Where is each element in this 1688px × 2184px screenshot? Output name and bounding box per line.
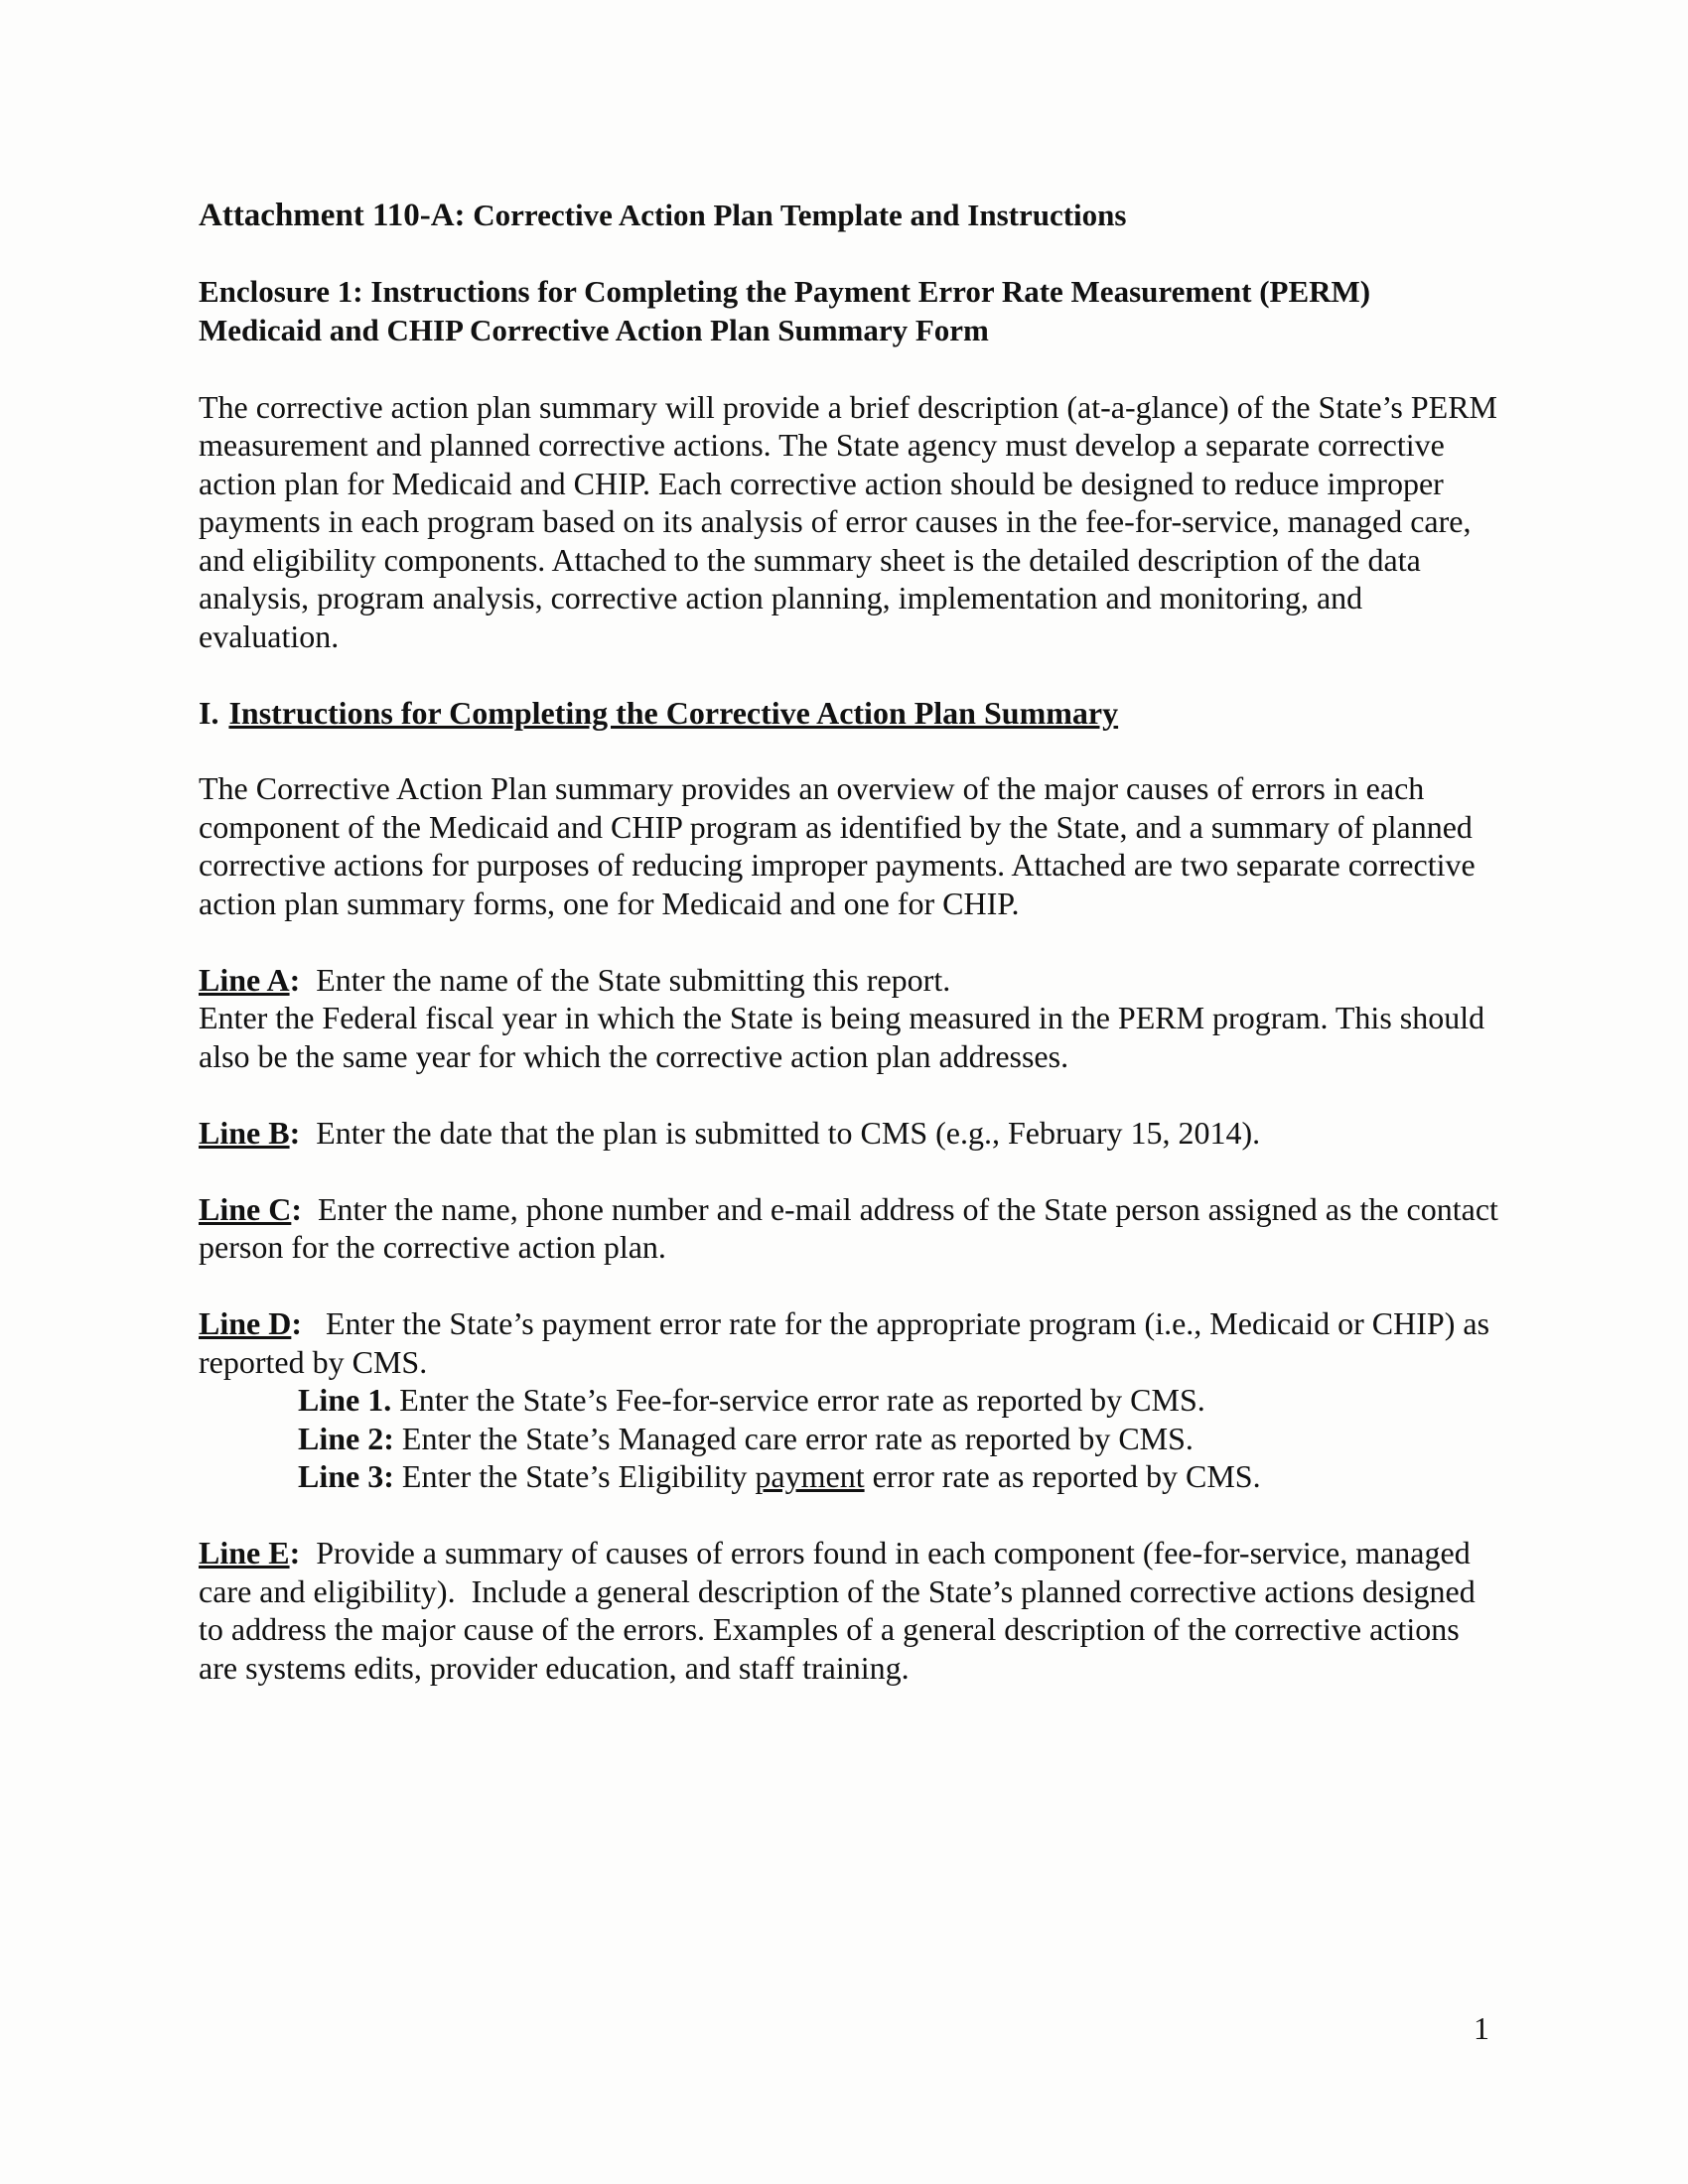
line-d-text: Enter the State’s payment error rate for the appropriate program (i.e., Medicaid or CHIP) as reported by CMS. — [199, 1305, 1498, 1380]
line-e-block — [199, 1534, 1499, 1687]
line-d-label — [199, 1305, 302, 1341]
line-e-text: Provide a summary of causes of errors found in each component (fee-for-service, managed care and eligibility). Include a general description of the State’s planned corrective actions designed to address the major cause of the errors. Examples of a general description of the corrective actions are systems edits, provider education, and staff training. — [199, 1535, 1483, 1686]
document-title — [199, 197, 1499, 234]
intro-paragraph: The corrective action plan summary will provide a brief description (at-a-glance) of the State’s PERM measurement and planned corrective actions. The State agency must develop a separate corrective action plan for Medicaid and CHIP. Each corrective action should be designed to reduce improper payments in each program based on its analysis of error causes in the fee-for-service, managed care, and eligibility components. Attached to the summary sheet is the detailed description of the data analysis, program analysis, corrective action planning, implementation and monitoring, and evaluation. — [199, 388, 1497, 654]
line-a-label-text: Line A — [199, 961, 290, 998]
enclosure-heading-line-1: Enclosure 1: Instructions for Completing the Payment Error Rate Measurement (PERM) — [199, 274, 1371, 309]
line-a-block — [199, 961, 1499, 1076]
line-a-text-2: Enter the Federal fiscal year in which the State is being measured in the PERM program. This should also be the same year for which the corrective action plan addresses. — [199, 1000, 1485, 1074]
line-b-label-text: Line B — [199, 1114, 290, 1151]
line-c-label — [199, 1191, 302, 1227]
line-d-sub-1-text: Enter the State’s Fee-for-service error rate as reported by CMS. — [399, 1382, 1205, 1418]
line-d-sub-3-underlined: payment — [755, 1458, 865, 1494]
line-d-block — [199, 1304, 1499, 1496]
line-d-first — [199, 1304, 1499, 1381]
line-c-text: Enter the name, phone number and e-mail address of the State person assigned as the contact person for the corrective action plan. — [199, 1190, 1506, 1265]
line-a-first — [199, 961, 1499, 1000]
enclosure-heading — [199, 273, 1499, 349]
line-d-sub-1 — [199, 1381, 1499, 1420]
line-d-sub-3 — [199, 1457, 1499, 1496]
line-b-label — [199, 1115, 300, 1151]
line-d-sub-3-text-after: error rate as reported by CMS. — [864, 1458, 1261, 1494]
line-d-label-text: Line D — [199, 1305, 292, 1341]
line-e-label-text: Line E — [199, 1535, 290, 1570]
line-e-label — [199, 1535, 300, 1570]
page-number: 1 — [1474, 2010, 1489, 2046]
line-d-sub-2 — [199, 1420, 1499, 1458]
line-d-sub-2-label: Line 2: — [298, 1420, 394, 1456]
section-paragraph: The Corrective Action Plan summary provides an overview of the major causes of errors in each component of the Medicaid and CHIP program as identified by the State, and a summary of planned corrective actions for purposes of reducing improper payments. Attached are two separate corrective action plan summary forms, one for Medicaid and one for CHIP. — [199, 770, 1476, 921]
line-b-colon: : — [289, 1114, 301, 1151]
line-d-sub-2-text: Enter the State’s Managed care error rate as reported by CMS. — [401, 1420, 1194, 1456]
enclosure-heading-line-2: Medicaid and CHIP Corrective Action Plan Summary Form — [199, 312, 989, 347]
line-a-text: Enter the name of the State submitting this report. — [300, 961, 951, 998]
line-c-label-text: Line C — [199, 1190, 292, 1227]
line-d-sub-1-label: Line 1. — [298, 1382, 392, 1418]
line-a-colon: : — [289, 961, 301, 998]
document-page — [199, 197, 1506, 1687]
section-number: I. — [199, 694, 219, 731]
line-d-sub-3-text-before: Enter the State’s Eligibility — [401, 1458, 756, 1494]
title-text: Corrective Action Plan Template and Instructions — [465, 198, 1127, 232]
line-d-colon: : — [291, 1305, 302, 1341]
title-prefix: Attachment 110-A: — [199, 198, 466, 233]
section-heading-text: Instructions for Completing the Corrective Action Plan Summary — [228, 694, 1119, 731]
line-d-sub-3-label: Line 3: — [298, 1458, 394, 1494]
line-a-label — [199, 962, 300, 998]
section-heading — [199, 694, 1499, 732]
line-b-text: Enter the date that the plan is submitted to CMS (e.g., February 15, 2014). — [300, 1114, 1261, 1151]
line-c-block — [199, 1190, 1506, 1267]
line-b-block — [199, 1114, 1499, 1153]
line-e-colon: : — [289, 1535, 301, 1570]
line-c-colon: : — [291, 1190, 302, 1227]
